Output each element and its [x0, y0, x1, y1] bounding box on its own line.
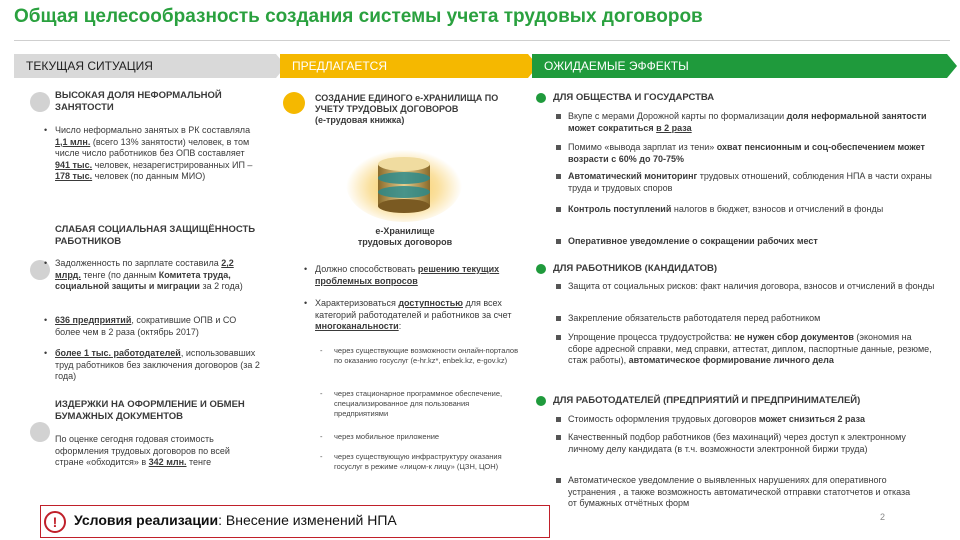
title-divider: [14, 40, 950, 41]
square-bullet-icon: [556, 284, 561, 289]
square-bullet-icon: [556, 435, 561, 440]
database-storage-icon: [345, 140, 463, 222]
square-bullet-icon: [556, 114, 561, 119]
paper-costs-text: По оценке сегодня годовая стоимость оформления трудовых договоров по всей стране «обходится» в 342 млн. тенге: [55, 434, 230, 467]
page-title: Общая целесообразность создания системы учета трудовых договоров: [14, 6, 703, 27]
group-bullet-icon: [536, 264, 546, 274]
channel-service-centers: - через существующую инфраструктуру оказания госуслуг в режиме «лицом-к лицу» (ЦЗН, ЦОН): [334, 452, 520, 472]
unregistered-workers-text: • более 1 тыс. работодателей, использовавших труд работников без заключения договоров (за 2 года): [55, 348, 260, 383]
effect-quality-recruitment: Качественный подбор работников (без махинаций) через доступ к электронному личному делу кандидата (в т.ч. возможности электронной биржи труда): [568, 432, 906, 454]
square-bullet-icon: [556, 417, 561, 422]
effects-employers-title: ДЛЯ РАБОТОДАТЕЛЕЙ (ПРЕДПРИЯТИЙ И ПРЕДПРИНИМАТЕЛЕЙ): [553, 395, 861, 406]
conditions-text: Условия реализации: Внесение изменений НПА: [74, 512, 397, 528]
effect-employer-obligations: Закрепление обязательств работодателя перед работником: [568, 313, 821, 323]
square-bullet-icon: [556, 316, 561, 321]
square-bullet-icon: [556, 207, 561, 212]
effect-informal-reduction: Вкупе с мерами Дорожной карты по формализации доля неформальной занятости может сократиться в 2 раза: [568, 111, 927, 133]
header-proposed: ПРЕДЛАГАЕТСЯ: [280, 54, 528, 78]
effect-contract-cost: Стоимость оформления трудовых договоров может снизиться 2 раза: [568, 414, 866, 424]
channel-mobile-app: - через мобильное приложение: [334, 432, 520, 442]
proposal-bullet-icon: [283, 92, 305, 114]
section-bullet-icon: [30, 422, 50, 442]
effects-society-title: ДЛЯ ОБЩЕСТВА И ГОСУДАРСТВА: [553, 92, 715, 103]
reduced-contributions-text: • 636 предприятий, сократившие ОПВ и СО более чем в 2 раза (октябрь 2017): [55, 315, 260, 338]
informal-employment-text: • Число неформально занятых в РК составляла 1,1 млн. (всего 13% занятости) человек, в том числе число работников без ОПВ составляет 941 тыс. человек, незарегистрированных ИП – 178 тыс. человек (по данным МИО): [55, 125, 260, 183]
header-arrow-effects: [947, 54, 957, 78]
effect-pension-coverage: Помимо «вывода зарплат из тени» охват пенсионным и соц-обеспечением может возрасти с 60% до 70-75%: [568, 142, 925, 164]
effect-social-risk-protection: Защита от социальных рисков: факт наличия договора, взносов и отчислений в фонды: [568, 281, 935, 291]
square-bullet-icon: [556, 145, 561, 150]
effect-revenue-control: Контроль поступлений налогов в бюджет, взносов и отчислений в фонды: [568, 204, 884, 214]
paper-costs-title: ИЗДЕРЖКИ НА ОФОРМЛЕНИЕ И ОБМЕН БУМАЖНЫХ ДОКУМЕНТОВ: [55, 399, 245, 422]
channel-online-portals: - через существующие возможности онлайн-порталов по оказанию госуслуг (e-hr.kz*, enbek.kz, e-gov.kz): [334, 346, 520, 366]
square-bullet-icon: [556, 174, 561, 179]
proposal-title: СОЗДАНИЕ ЕДИНОГО е-ХРАНИЛИЩА ПО УЧЕТУ ТРУДОВЫХ ДОГОВОРОВ (е-трудовая книжка): [315, 93, 499, 125]
wage-debt-text: • Задолженность по зарплате составила 2,2 млрд. тенге (по данным Комитета труда, социальной защиты и миграции за 2 года): [55, 258, 260, 293]
group-bullet-icon: [536, 396, 546, 406]
square-bullet-icon: [556, 335, 561, 340]
social-protection-title: СЛАБАЯ СОЦИАЛЬНАЯ ЗАЩИЩЁННОСТЬ РАБОТНИКОВ: [55, 224, 256, 247]
effects-workers-title: ДЛЯ РАБОТНИКОВ (КАНДИДАТОВ): [553, 263, 718, 274]
header-current-situation: ТЕКУЩАЯ СИТУАЦИЯ: [14, 54, 276, 78]
square-bullet-icon: [556, 478, 561, 483]
effect-auto-notifications: Автоматическое уведомление о выявленных нарушениях для оперативного устранения , а также возможность автоматической отправки статотчетов и отказа от бумажных отчётных форм: [568, 475, 911, 508]
header-expected-effects: ОЖИДАЕМЫЕ ЭФФЕКТЫ: [532, 54, 947, 78]
effect-auto-monitoring: Автоматический мониторинг трудовых отношений, соблюдения НПА в части охраны труда и трудовых споров: [568, 171, 932, 193]
section-bullet-icon: [30, 92, 50, 112]
page-number: 2: [880, 512, 886, 522]
group-bullet-icon: [536, 93, 546, 103]
channel-desktop-software: - через стационарное программное обеспечение, специализированное для пользования предприятиями: [334, 389, 520, 419]
proposal-accessibility: • Характеризоваться доступностью для всех категорий работодателей и работников за счет многоканальности:: [315, 298, 520, 333]
proposal-solve-issues: • Должно способствовать решению текущих проблемных вопросов: [315, 264, 515, 287]
informal-employment-title: ВЫСОКАЯ ДОЛЯ НЕФОРМАЛЬНОЙ ЗАНЯТОСТИ: [55, 90, 222, 113]
square-bullet-icon: [556, 239, 561, 244]
storage-label: е-Хранилище трудовых договоров: [357, 226, 453, 247]
effect-simplified-hiring: Упрощение процесса трудоустройства: не нужен сбор документов (экономия на сборе адресной справки, мед справки, аттестат, диплом, паспортные данные, резюме, стаж работы), автоматическое формирование личного дела: [568, 332, 932, 365]
exclamation-icon: !: [44, 511, 66, 533]
effect-job-cut-notice: Оперативное уведомление о сокращении рабочих мест: [568, 236, 818, 246]
